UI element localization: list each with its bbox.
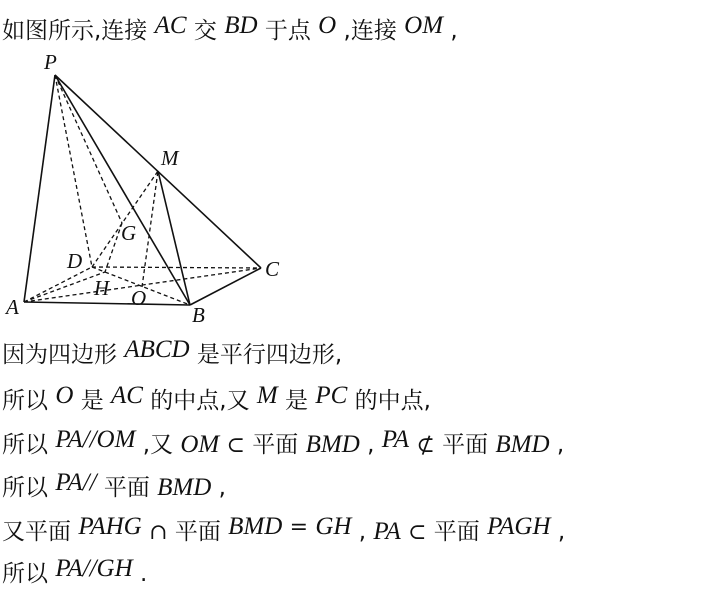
segment-pg	[55, 75, 122, 223]
text: ,连接	[343, 18, 397, 44]
math-o: O	[55, 382, 74, 409]
label-g: G	[121, 221, 137, 245]
text-line-3	[2, 382, 431, 416]
math-bmd: BMD	[157, 474, 212, 501]
math-pc: PC	[315, 382, 348, 409]
edge-dc	[92, 267, 261, 268]
text: 因为四边形	[2, 342, 117, 368]
math-pa-parallel: PA//	[55, 469, 97, 496]
equals-symbol: =	[289, 515, 309, 540]
text: 所以	[2, 475, 48, 501]
segment-ah	[24, 272, 105, 302]
text: ,	[358, 519, 367, 545]
text: ,	[367, 432, 375, 458]
label-p: P	[44, 50, 57, 74]
text: 是	[80, 388, 104, 414]
text: 平面	[252, 432, 299, 458]
math-m: M	[256, 382, 278, 409]
math-abcd: ABCD	[124, 336, 190, 363]
edge-pa	[24, 75, 55, 302]
segment-gh	[105, 223, 122, 272]
text: ,	[218, 475, 226, 501]
math-pa-parallel-gh: PA//GH	[55, 555, 133, 582]
subset-symbol: ⊂	[408, 520, 427, 545]
text: 的中点,又	[150, 388, 250, 414]
text-line-1	[2, 12, 458, 46]
label-b: B	[192, 303, 205, 327]
pyramid-figure	[0, 48, 300, 328]
segment-om	[142, 171, 158, 287]
text: 交	[193, 18, 217, 44]
text-line-5	[2, 469, 226, 503]
text: 所以	[2, 388, 48, 414]
math-bmd: BMD	[228, 513, 283, 540]
math-bmd: BMD	[305, 431, 360, 458]
label-h: H	[94, 276, 110, 300]
math-pa: PA	[381, 426, 410, 453]
math-pa: PA	[373, 518, 401, 545]
math-om: OM	[404, 12, 444, 39]
not-subset-symbol: ⊄	[416, 433, 435, 458]
label-o: O	[131, 286, 147, 310]
text: 平面	[103, 475, 150, 501]
math-om: OM	[180, 431, 220, 458]
hidden-edges	[24, 75, 261, 305]
label-c: C	[265, 257, 280, 281]
text: ,	[556, 432, 565, 458]
edge-ab	[24, 302, 190, 305]
edge-dm	[92, 171, 158, 267]
math-pa-parallel-om: PA//OM	[55, 426, 136, 453]
label-d: D	[67, 249, 83, 273]
label-a: A	[6, 295, 19, 319]
text: 所以	[2, 561, 48, 587]
solid-edges	[24, 75, 261, 305]
text-line-2	[2, 336, 343, 370]
text: 于点	[264, 18, 311, 44]
text-line-7	[2, 555, 148, 589]
intersection-symbol: ∩	[149, 520, 168, 545]
text: .	[139, 561, 148, 587]
math-ac: AC	[111, 382, 143, 409]
math-ac: AC	[154, 12, 187, 39]
text: 是平行四边形,	[196, 342, 343, 368]
text: ,又	[142, 432, 174, 458]
text: ,	[450, 18, 458, 44]
text: 的中点,	[354, 388, 431, 414]
text: 所以	[2, 432, 48, 458]
math-gh: GH	[315, 513, 352, 540]
math-o: O	[318, 12, 337, 39]
math-bmd: BMD	[495, 431, 550, 458]
math-bd: BD	[224, 12, 258, 39]
math-pagh: PAGH	[487, 513, 551, 540]
text: 平面	[433, 519, 480, 545]
text: 又平面	[2, 519, 71, 545]
math-pahg: PAHG	[78, 513, 142, 540]
subset-symbol: ⊂	[226, 433, 245, 458]
text-line-6	[2, 513, 566, 548]
edge-mb	[158, 171, 190, 305]
text: 平面	[174, 519, 221, 545]
text: ,	[557, 519, 566, 545]
text: 是	[285, 388, 309, 414]
text-line-4	[2, 426, 565, 461]
text: 平面	[442, 432, 489, 458]
label-m: M	[161, 146, 179, 170]
text: 如图所示,连接	[2, 18, 148, 44]
